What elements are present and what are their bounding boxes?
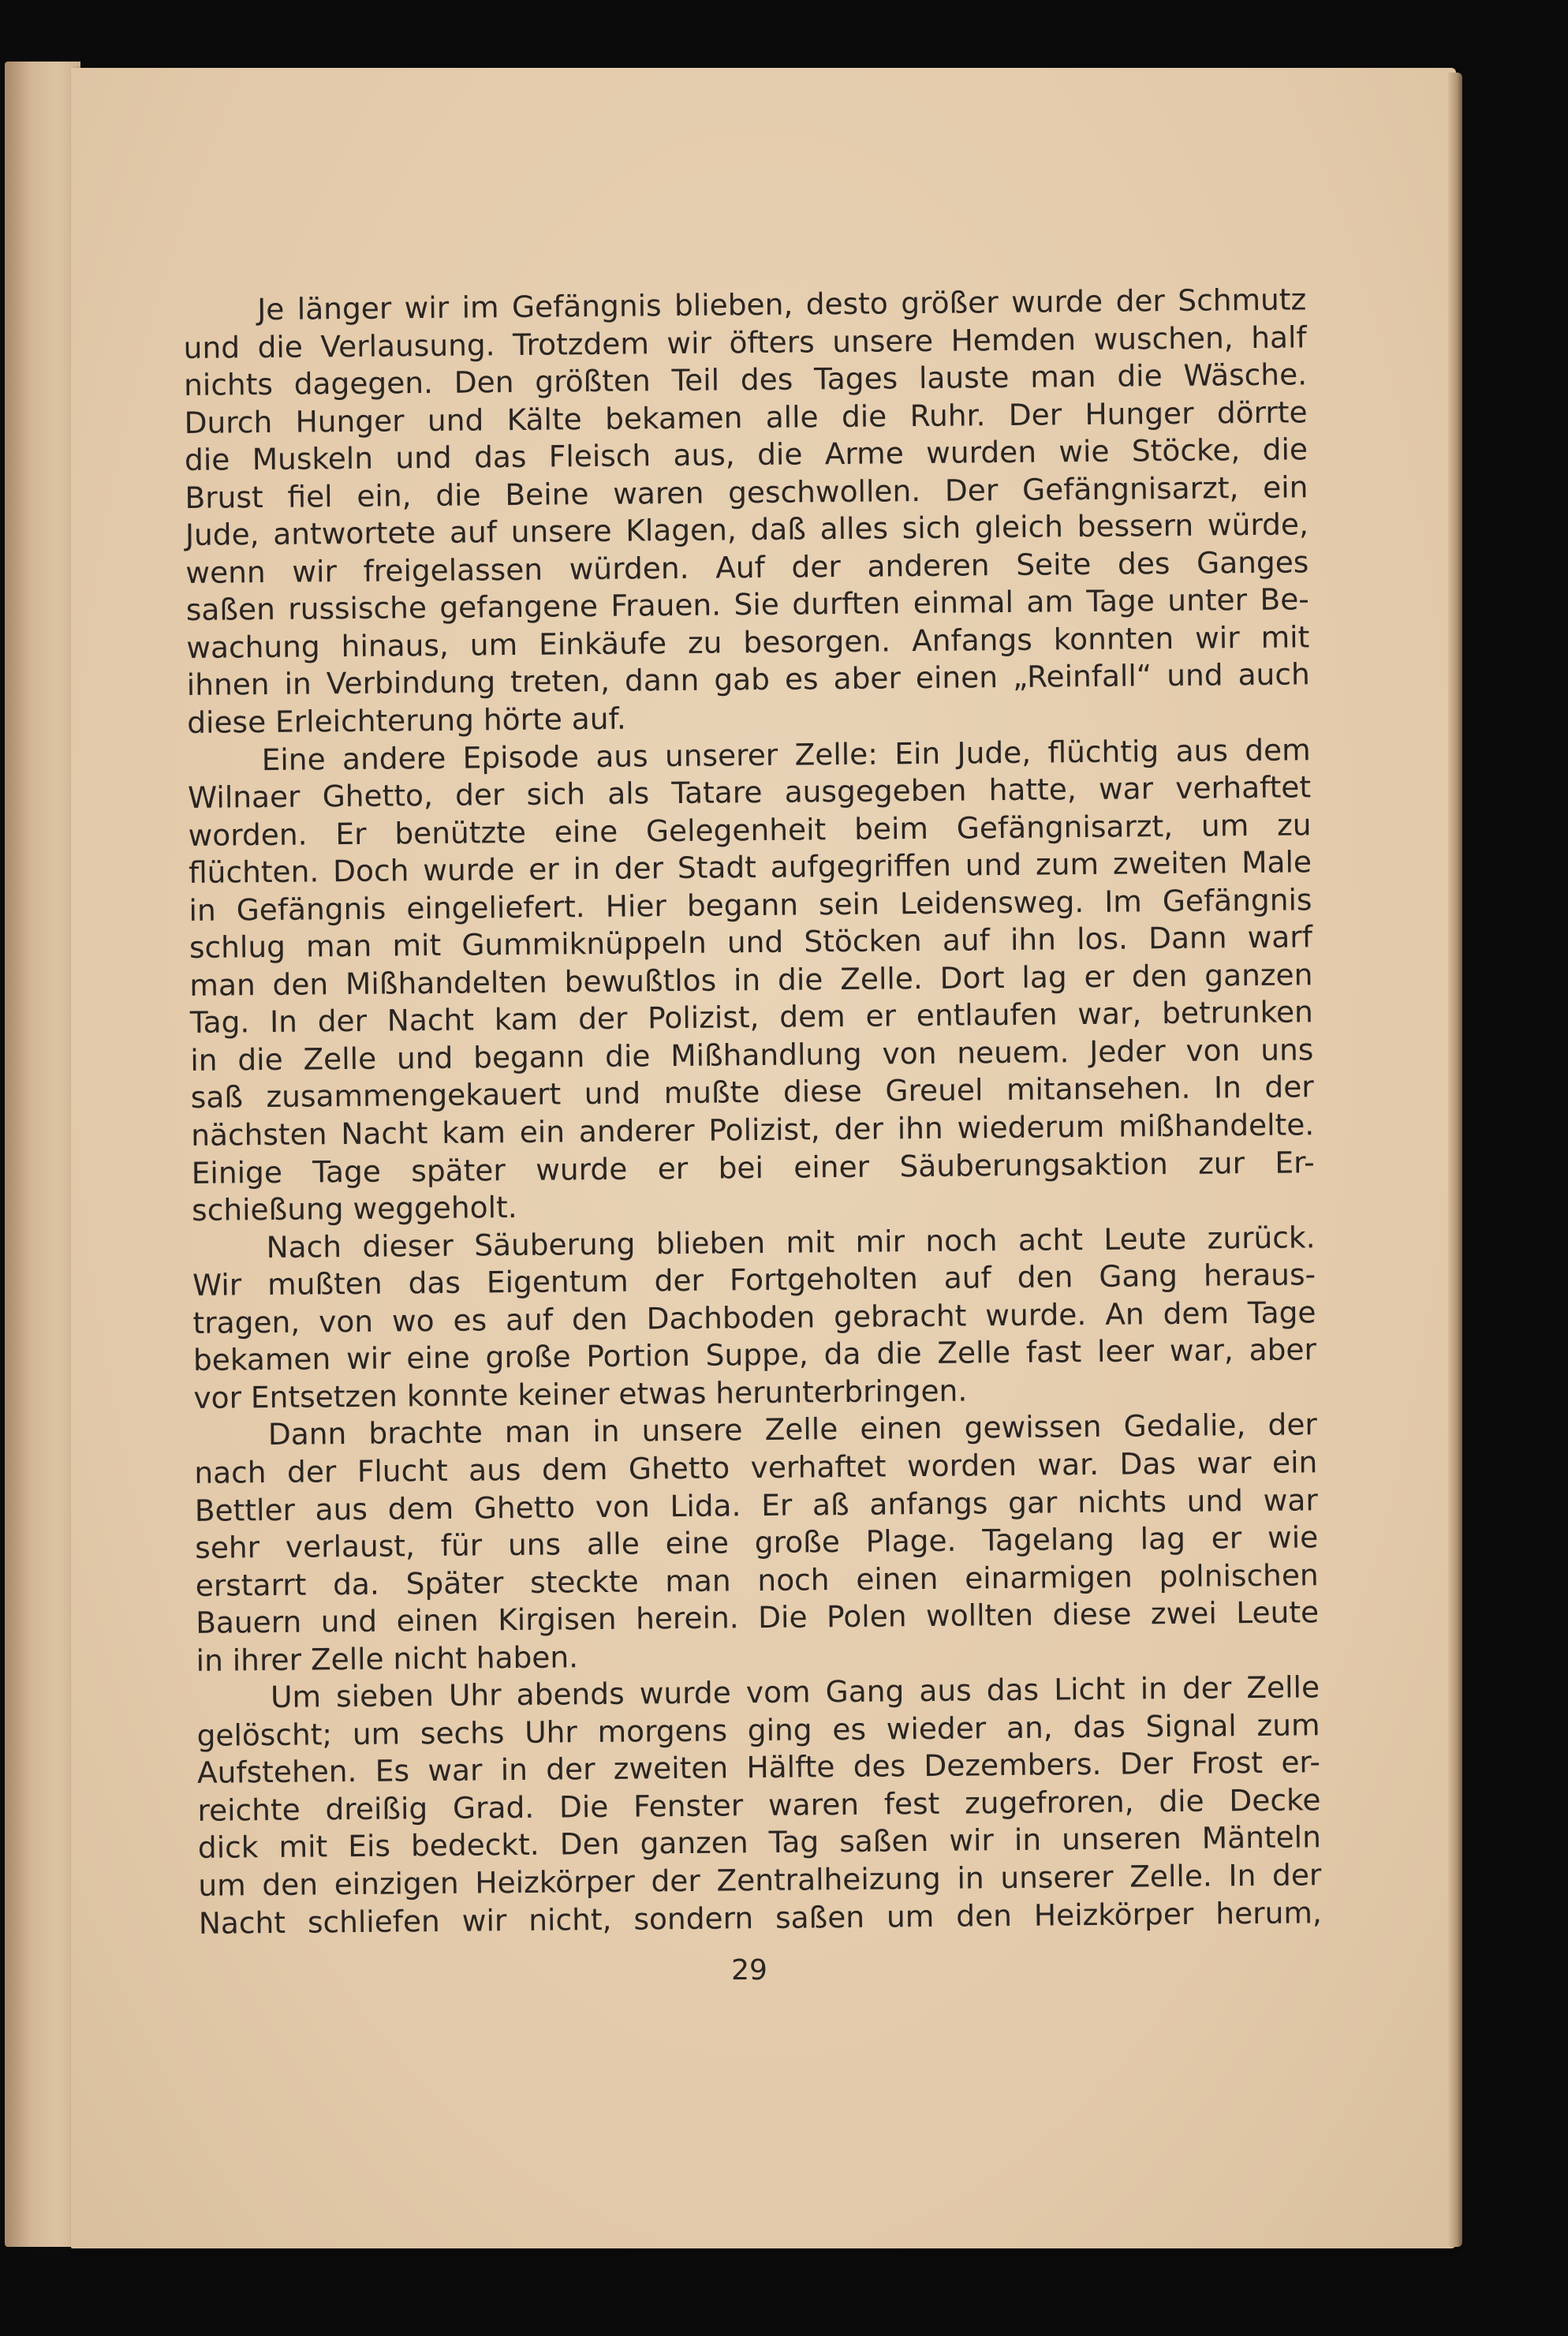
- text-line: Wilnaer Ghetto, der sich als Tatare ausgegeben hatte, war verhaftet: [187, 769, 1312, 816]
- text-line: Jude, antwortete auf unsere Klagen, daß alles sich gleich bessern würde,: [185, 506, 1309, 553]
- text-line: man den Mißhandelten bewußtlos in die Zelle. Dort lag er den ganzen: [189, 957, 1313, 1003]
- text-line: und die Verlausung. Trotzdem wir öfters unsere Hemden wuschen, half: [183, 319, 1307, 365]
- text-line: tragen, von wo es auf den Dachboden gebracht wurde. An dem Tage: [192, 1295, 1316, 1340]
- text-line: schlug man mit Gummiknüppeln und Stöcken auf ihn los. Dann warf: [189, 919, 1313, 966]
- text-line: dick mit Eis bedeckt. Den ganzen Tag saßen wir in unseren Mänteln: [197, 1819, 1322, 1866]
- text-line: Je länger wir im Gefängnis blieben, desto größer wurde der Schmutz: [257, 282, 1307, 327]
- text-line: vor Entsetzen konnte keiner etwas herunterbringen.: [193, 1373, 968, 1415]
- text-line: in Gefängnis eingeliefert. Hier begann sein Leidensweg. Im Gefängnis: [189, 882, 1312, 928]
- text-line: Wir mußten das Eigentum der Fortgeholten auf den Gang heraus-: [192, 1257, 1316, 1303]
- text-line: saß zusammengekauert und mußte diese Greuel mitansehen. In der: [190, 1069, 1314, 1116]
- text-line: Bauern und einen Kirgisen herein. Die Polen wollten diese zwei Leute: [195, 1594, 1320, 1641]
- text-line: diese Erleichterung hörte auf.: [187, 701, 627, 740]
- text-line: reichte dreißig Grad. Die Fenster waren fest zugefroren, die Decke: [197, 1782, 1321, 1828]
- text-line: nichts dagegen. Den größten Teil des Tages lauste man die Wäsche.: [183, 357, 1308, 403]
- page-right-edge: [1448, 73, 1462, 2247]
- text-line: Eine andere Episode aus unserer Zelle: Ein Jude, flüchtig aus dem: [261, 731, 1311, 777]
- text-line: Einige Tage später wurde er bei einer Säuberungsaktion zur Er-: [191, 1144, 1315, 1190]
- body-text: [183, 281, 1322, 1942]
- text-line: nach der Flucht aus dem Ghetto verhaftet worden war. Das war ein: [194, 1445, 1318, 1490]
- text-line: saßen russische gefangene Frauen. Sie durften einmal am Tage unter Be-: [185, 581, 1310, 628]
- text-line: gelöscht; um sechs Uhr morgens ging es wieder an, das Signal zum: [196, 1707, 1320, 1753]
- text-line: die Muskeln und das Fleisch aus, die Arme wurden wie Stöcke, die: [184, 432, 1309, 478]
- text-line: flüchten. Doch wurde er in der Stadt aufgegriffen und zum zweiten Male: [188, 844, 1312, 891]
- text-line: Dann brachte man in unsere Zelle einen gewissen Gedalie, der: [267, 1407, 1318, 1452]
- text-line: Um sieben Uhr abends wurde vom Gang aus das Licht in der Zelle: [270, 1669, 1320, 1715]
- text-line: nächsten Nacht kam ein anderer Polizist, der ihn wiederum mißhandelte.: [191, 1107, 1315, 1153]
- text-line: bekamen wir eine große Portion Suppe, da die Zelle fast leer war, aber: [192, 1332, 1317, 1378]
- book-page-edge: [5, 62, 80, 2247]
- text-line: Nach dieser Säuberung blieben mit mir noch acht Leute zurück.: [266, 1219, 1316, 1265]
- text-line: schießung weggeholt.: [191, 1190, 517, 1228]
- text-line: Brust fiel ein, die Beine waren geschwollen. Der Gefängnisarzt, ein: [185, 469, 1309, 515]
- text-line: in die Zelle und begann die Mißhandlung von neuem. Jeder von uns: [190, 1032, 1314, 1078]
- text-line: sehr verlaust, für uns alle eine große Plage. Tagelang lag er wie: [195, 1519, 1319, 1565]
- text-line: um den einzigen Heizkörper der Zentralheizung in unserer Zelle. In der: [198, 1857, 1322, 1903]
- text-line: worden. Er benützte eine Gelegenheit beim Gefängnisarzt, um zu: [188, 806, 1312, 853]
- text-line: wachung hinaus, um Einkäufe zu besorgen. Anfangs konnten wir mit: [186, 619, 1310, 665]
- text-line: wenn wir freigelassen würden. Auf der anderen Seite des Ganges: [185, 544, 1309, 590]
- text-line: erstarrt da. Später steckte man noch einen einarmigen polnischen: [195, 1557, 1319, 1603]
- text-line: ihnen in Verbindung treten, dann gab es aber einen „Reinfall“ und auch: [186, 656, 1310, 703]
- text-line: Bettler aus dem Ghetto von Lida. Er aß anfangs gar nichts und war: [194, 1482, 1318, 1528]
- text-line: Nacht schliefen wir nicht, sondern saßen um den Heizkörper herum,: [198, 1894, 1322, 1941]
- text-line: in ihrer Zelle nicht haben.: [196, 1639, 579, 1678]
- page-number: 29: [731, 1954, 767, 1987]
- text-line: Tag. In der Nacht kam der Polizist, dem er entlaufen war, betrunken: [189, 994, 1314, 1041]
- text-line: Aufstehen. Es war in der zweiten Hälfte des Dezembers. Der Frost er-: [196, 1744, 1321, 1791]
- text-line: Durch Hunger und Kälte bekamen alle die Ruhr. Der Hunger dörrte: [184, 394, 1308, 440]
